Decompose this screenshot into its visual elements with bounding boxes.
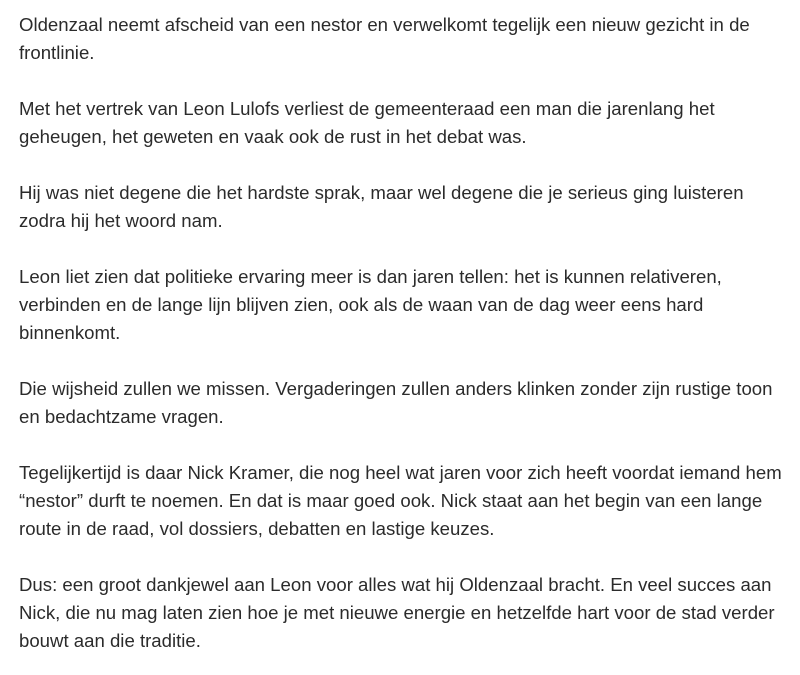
paragraph-farewell-intro: Oldenzaal neemt afscheid van een nestor en verwelkomt tegelijk een nieuw gezicht in de frontlinie. xyxy=(19,14,750,63)
paragraph-closing-thanks: Dus: een groot dankjewel aan Leon voor alles wat hij Oldenzaal bracht. En veel succes aan Nick, die nu mag laten zien hoe je met nieuwe energie en hetzelfde hart voor de stad verder bouwt aan die traditie. xyxy=(19,574,775,651)
paragraph-leon-departure: Met het vertrek van Leon Lulofs verliest de gemeenteraad een man die jarenlang het geheugen, het geweten en vaak ook de rust in het debat was. xyxy=(19,98,715,147)
article-body xyxy=(19,11,789,655)
paragraph-missing-wisdom: Die wijsheid zullen we missen. Vergaderingen zullen anders klinken zonder zijn rustige toon en bedachtzame vragen. xyxy=(19,378,773,427)
paragraph-political-experience: Leon liet zien dat politieke ervaring meer is dan jaren tellen: het is kunnen relativeren, verbinden en de lange lijn blijven zien, ook als de waan van de dag weer eens hard binnenkomt. xyxy=(19,266,722,343)
paragraph-nick-kramer: Tegelijkertijd is daar Nick Kramer, die nog heel wat jaren voor zich heeft voordat iemand hem “nestor” durft te noemen. En dat is maar goed ook. Nick staat aan het begin van een lange route in de raad, vol dossiers, debatten en lastige keuzes. xyxy=(19,462,782,539)
paragraph-leon-character: Hij was niet degene die het hardste sprak, maar wel degene die je serieus ging luisteren zodra hij het woord nam. xyxy=(19,182,744,231)
